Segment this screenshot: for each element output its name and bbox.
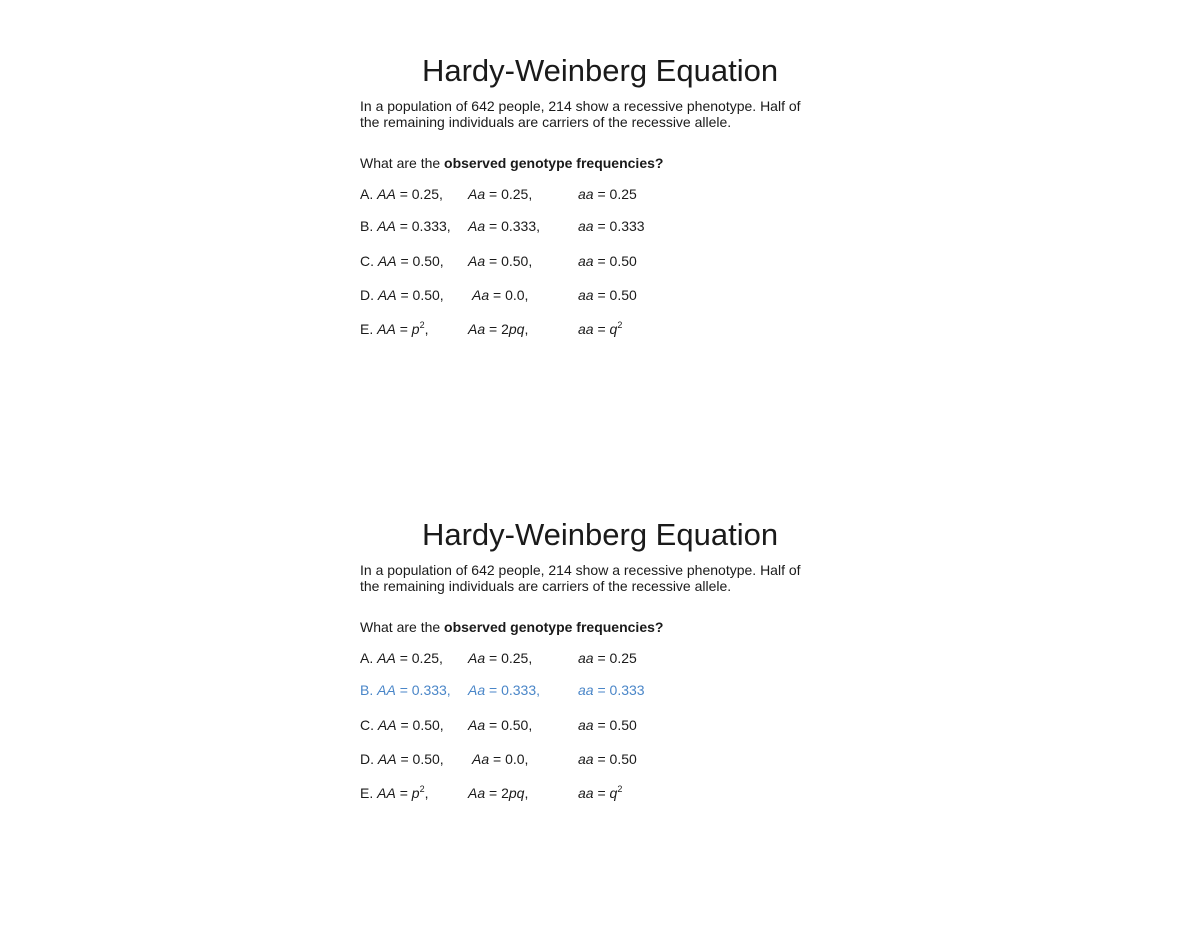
- option-letter: A.: [360, 186, 374, 202]
- frequency-aa: = 0.50: [593, 287, 637, 303]
- frequency-Aa: = 0.50,: [485, 717, 533, 733]
- frequency-AA: = 0.50,: [396, 253, 444, 269]
- frequency-aa: = 0.25: [593, 186, 637, 202]
- question-prefix: What are the: [360, 155, 445, 171]
- frequency-aa: = 0.333: [593, 218, 645, 234]
- genotype-Aa: Aa: [468, 186, 486, 202]
- equals-sign: =: [593, 785, 610, 801]
- answer-option-d[interactable]: [360, 749, 760, 769]
- problem-line-2: the remaining individuals are carriers of the recessive allele.: [360, 114, 732, 130]
- exponent: 2: [419, 320, 425, 330]
- formula-pq: pq: [508, 785, 525, 801]
- answer-option-e[interactable]: [360, 319, 760, 339]
- exponent: 2: [617, 320, 623, 330]
- genotype-aa: aa: [578, 218, 594, 234]
- formula-pq: pq: [508, 321, 525, 337]
- genotype-aa: aa: [578, 186, 594, 202]
- question-prompt: [360, 154, 860, 172]
- formula-q: q: [609, 785, 618, 801]
- option-letter: B.: [360, 682, 374, 698]
- frequency-AA: = 0.50,: [396, 287, 444, 303]
- option-letter: E.: [360, 321, 374, 337]
- genotype-aa: aa: [578, 751, 594, 767]
- genotype-AA: AA: [377, 321, 396, 337]
- frequency-aa: = 0.50: [593, 751, 637, 767]
- option-letter: A.: [360, 650, 374, 666]
- genotype-Aa: Aa: [468, 650, 486, 666]
- frequency-aa: = 0.333: [593, 682, 645, 698]
- formula-p: p: [411, 785, 420, 801]
- genotype-AA: AA: [377, 682, 396, 698]
- genotype-Aa: Aa: [468, 717, 486, 733]
- answer-option-c[interactable]: [360, 715, 760, 735]
- question-prompt: [360, 618, 860, 636]
- genotype-aa: aa: [578, 650, 594, 666]
- frequency-aa: = 0.50: [593, 253, 637, 269]
- genotype-Aa: Aa: [468, 218, 486, 234]
- genotype-AA: AA: [377, 287, 397, 303]
- frequency-Aa: = 0.50,: [485, 253, 533, 269]
- separator: ,: [524, 321, 529, 337]
- frequency-Aa: = 0.25,: [485, 650, 533, 666]
- option-letter: E.: [360, 785, 374, 801]
- option-letter: D.: [360, 751, 374, 767]
- option-letter: B.: [360, 218, 374, 234]
- frequency-AA: = 0.50,: [396, 751, 444, 767]
- frequency-AA: = 0.333,: [395, 218, 451, 234]
- option-letter: D.: [360, 287, 374, 303]
- genotype-AA: AA: [377, 751, 397, 767]
- answer-option-b[interactable]: [360, 216, 760, 236]
- frequency-AA: = 0.333,: [395, 682, 451, 698]
- formula-p: p: [411, 321, 420, 337]
- problem-line-1: In a population of 642 people, 214 show a recessive phenotype. Half of: [360, 98, 801, 114]
- slide-title: Hardy-Weinberg Equation: [421, 517, 779, 552]
- equals-sign: =: [395, 785, 412, 801]
- frequency-Aa: = 0.333,: [485, 218, 541, 234]
- problem-line-2: the remaining individuals are carriers of the recessive allele.: [360, 578, 732, 594]
- exponent: 2: [617, 784, 623, 794]
- genotype-aa: aa: [578, 253, 594, 269]
- genotype-AA: AA: [377, 253, 397, 269]
- genotype-Aa: Aa: [468, 253, 486, 269]
- genotype-Aa: Aa: [468, 785, 486, 801]
- question-prefix: What are the: [360, 619, 445, 635]
- frequency-Aa: = 0.0,: [489, 751, 529, 767]
- answer-option-a[interactable]: [360, 184, 760, 204]
- frequency-AA: = 0.50,: [396, 717, 444, 733]
- problem-statement: [360, 562, 860, 594]
- frequency-aa: = 0.25: [593, 650, 637, 666]
- genotype-Aa: Aa: [468, 321, 486, 337]
- genotype-AA: AA: [377, 650, 396, 666]
- frequency-Aa: = 0.0,: [489, 287, 529, 303]
- answer-option-d[interactable]: [360, 285, 760, 305]
- genotype-aa: aa: [578, 717, 594, 733]
- genotype-aa: aa: [578, 287, 594, 303]
- answer-option-b-correct[interactable]: [360, 680, 760, 700]
- question-emphasis: observed genotype frequencies?: [444, 619, 664, 635]
- question-emphasis: observed genotype frequencies?: [444, 155, 664, 171]
- genotype-AA: AA: [377, 218, 396, 234]
- equals-two: = 2: [485, 321, 509, 337]
- problem-line-1: In a population of 642 people, 214 show a recessive phenotype. Half of: [360, 562, 801, 578]
- genotype-AA: AA: [377, 186, 396, 202]
- answer-option-a[interactable]: [360, 648, 760, 668]
- slide-title: Hardy-Weinberg Equation: [421, 53, 779, 88]
- answer-option-c[interactable]: [360, 251, 760, 271]
- equals-two: = 2: [485, 785, 509, 801]
- genotype-Aa: Aa: [472, 751, 490, 767]
- genotype-Aa: Aa: [472, 287, 490, 303]
- frequency-AA: = 0.25,: [395, 186, 443, 202]
- frequency-Aa: = 0.25,: [485, 186, 533, 202]
- frequency-aa: = 0.50: [593, 717, 637, 733]
- separator: ,: [524, 785, 529, 801]
- genotype-aa: aa: [578, 321, 594, 337]
- equals-sign: =: [395, 321, 412, 337]
- genotype-AA: AA: [377, 717, 397, 733]
- separator: ,: [424, 321, 429, 337]
- genotype-aa: aa: [578, 682, 594, 698]
- exponent: 2: [419, 784, 425, 794]
- formula-q: q: [609, 321, 618, 337]
- genotype-Aa: Aa: [468, 682, 486, 698]
- separator: ,: [424, 785, 429, 801]
- frequency-AA: = 0.25,: [395, 650, 443, 666]
- option-letter: C.: [360, 253, 374, 269]
- genotype-aa: aa: [578, 785, 594, 801]
- option-letter: C.: [360, 717, 374, 733]
- genotype-AA: AA: [377, 785, 396, 801]
- equals-sign: =: [593, 321, 610, 337]
- answer-option-e[interactable]: [360, 783, 760, 803]
- problem-statement: [360, 98, 860, 130]
- frequency-Aa: = 0.333,: [485, 682, 541, 698]
